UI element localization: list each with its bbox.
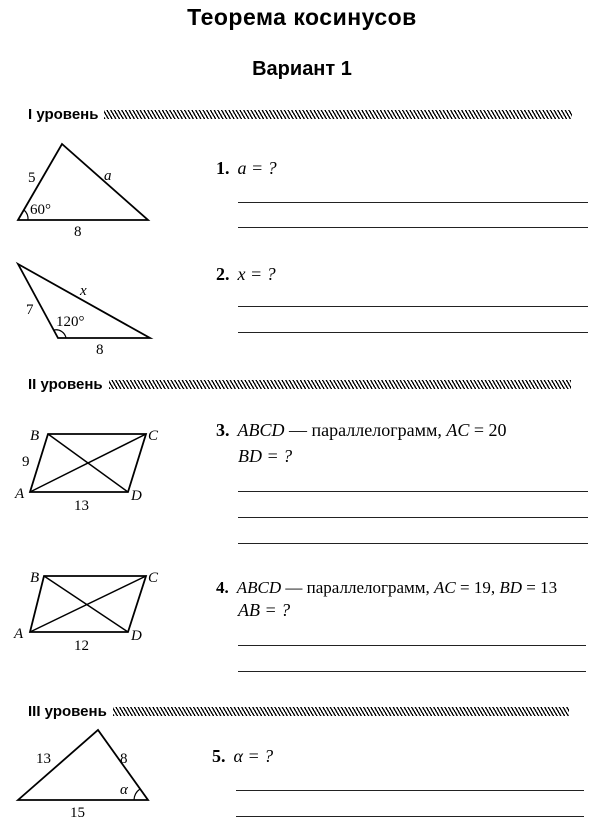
fig4-base-label: 12	[74, 638, 89, 654]
page-title: Теорема косинусов	[187, 4, 417, 30]
task-3-answer-line-3[interactable]	[238, 543, 588, 544]
task-3-question-line	[238, 446, 292, 467]
task-5-question: α = ?	[233, 746, 274, 766]
fig2-base-label: 8	[96, 342, 104, 358]
level-1-label: I уровень	[28, 105, 99, 123]
task-4-given-object: ABCD	[236, 578, 282, 597]
task-1-answer-line-2[interactable]	[238, 227, 588, 228]
task-2-answer-line-2[interactable]	[238, 332, 588, 333]
task-2	[216, 264, 276, 285]
level-3-label: III уровень	[28, 702, 107, 720]
task-5-number: 5.	[212, 746, 226, 766]
task-3-number: 3.	[216, 420, 230, 440]
fig3-vertex-A: A	[15, 486, 25, 502]
fig4-vertex-B: B	[30, 570, 40, 586]
task-1-answer-line-1[interactable]	[238, 202, 588, 203]
task-1	[216, 158, 277, 179]
task-2-question: x = ?	[237, 264, 276, 284]
task-4-given-eq-1: AC	[434, 578, 456, 597]
fig2-side-long-label: x	[80, 283, 87, 299]
task-2-number: 2.	[216, 264, 230, 284]
fig1-side-right-label: a	[104, 168, 112, 184]
task-3-given-object: ABCD	[237, 420, 285, 440]
figure-4-parallelogram	[13, 570, 159, 654]
task-3-answer-line-1[interactable]	[238, 491, 588, 492]
task-4-number: 4.	[216, 578, 229, 597]
fig4-vertex-A: A	[14, 626, 24, 642]
fig2-side-left-label: 7	[26, 302, 34, 318]
figure-3-parallelogram	[14, 428, 159, 514]
task-3-given-eq: AC	[446, 420, 470, 440]
figure-5-triangle	[18, 730, 148, 821]
task-3-given-text: — параллелограмм,	[289, 420, 442, 440]
fig3-vertex-D: D	[131, 488, 142, 504]
level-2-label: II уровень	[28, 375, 103, 393]
figure-2-triangle	[18, 264, 150, 358]
fig5-side-left-label: 13	[36, 751, 51, 767]
task-4-given-text: — параллелограмм,	[285, 578, 430, 597]
task-4-answer-line-2[interactable]	[238, 671, 586, 672]
task-3-given-value: = 20	[473, 420, 507, 440]
fig1-side-left-label: 5	[28, 170, 36, 186]
fig3-vertex-C: C	[148, 428, 159, 444]
task-4-question: AB = ?	[238, 600, 291, 620]
fig5-side-right-label: 8	[120, 751, 128, 767]
fig1-angle-label: 60°	[30, 202, 51, 218]
fig3-side-label: 9	[22, 454, 30, 470]
task-3	[216, 420, 507, 441]
variant-title: Вариант 1	[252, 58, 352, 80]
task-2-answer-line-1[interactable]	[238, 306, 588, 307]
task-4-given-value-2: = 13	[526, 578, 558, 597]
fig4-vertex-D: D	[131, 628, 142, 644]
fig3-vertex-B: B	[30, 428, 40, 444]
task-5	[212, 746, 273, 767]
fig4-vertex-C: C	[148, 570, 159, 586]
task-4-given-eq-2: BD	[499, 578, 523, 597]
task-4-given-value-1: = 19,	[460, 578, 496, 597]
task-3-answer-line-2[interactable]	[238, 517, 588, 518]
task-4	[216, 578, 557, 598]
task-1-question: a = ?	[237, 158, 277, 178]
task-3-question: BD = ?	[238, 446, 293, 466]
fig2-angle-label: 120°	[56, 314, 85, 330]
task-5-answer-line-2[interactable]	[236, 816, 584, 817]
fig1-base-label: 8	[74, 224, 82, 240]
task-5-answer-line-1[interactable]	[236, 790, 584, 791]
fig5-angle-label: α	[120, 782, 128, 798]
figure-1-triangle	[18, 144, 148, 240]
fig3-base-label: 13	[74, 498, 89, 514]
task-1-number: 1.	[216, 158, 230, 178]
task-4-question-line	[238, 600, 290, 621]
task-4-answer-line-1[interactable]	[238, 645, 586, 646]
fig5-base-label: 15	[70, 805, 85, 821]
